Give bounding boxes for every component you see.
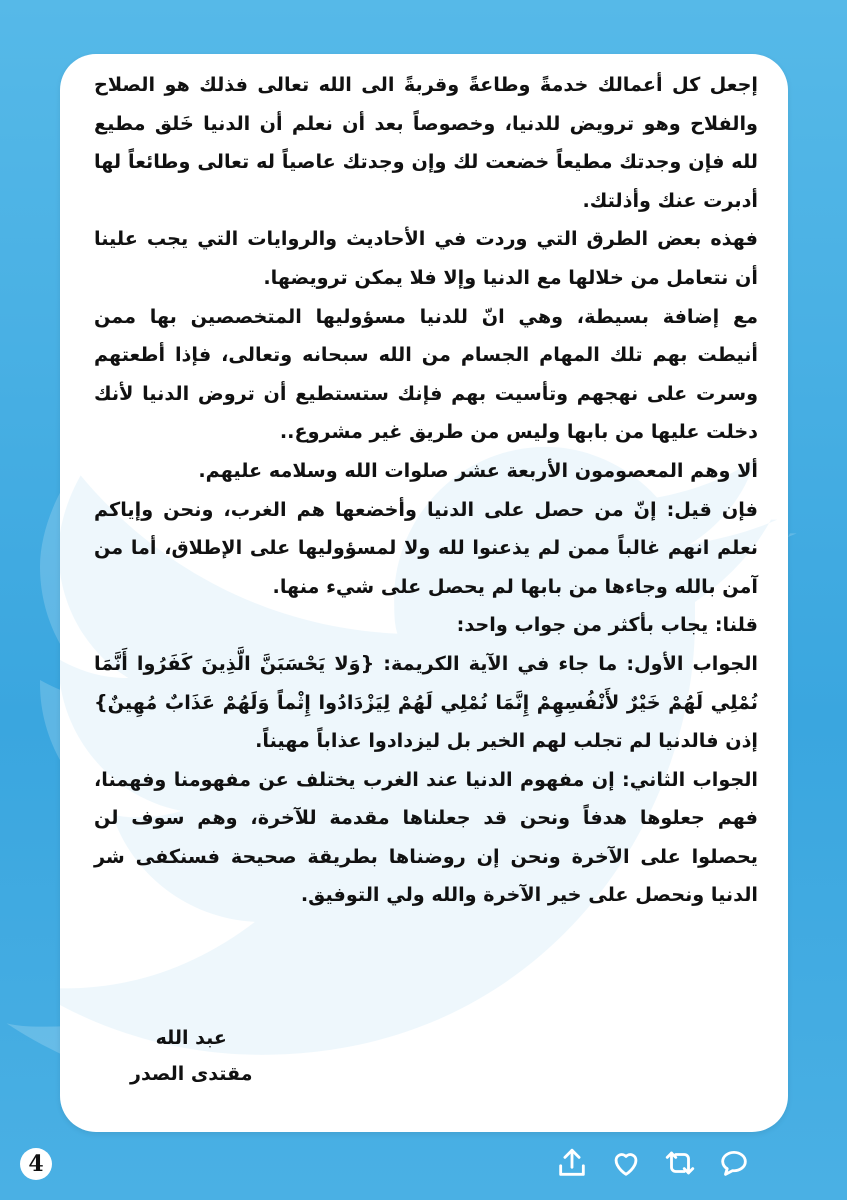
paragraph: مع إضافة بسيطة، وهي انّ للدنيا مسؤوليها المتخصصين بها ممن أنيطت بهم تلك المهام الجسام من الله سبحانه وتعالى، فإذا أطعتهم وسرت على نهجهم وتأسيت بهم فإنك ستستطيع أن تروض الدنيا لأنك دخلت عليها من بابها وليس من طريق غير مشروع..: [94, 304, 758, 444]
retweet-icon[interactable]: [663, 1146, 697, 1180]
answer-one: [94, 645, 758, 761]
post-body: [94, 66, 758, 915]
answer-one-text: ما جاء في الآية الكريمة: {وَلا يَحْسَبَنَّ الَّذِينَ كَفَرُوا أَنَّمَا نُمْلِي لَهُمْ خَيْرٌ لأَنْفُسِهِمْ إِنَّمَا نُمْلِي لَهُمْ لِيَزْدَادُوا إِثْماً وَلَهُمْ عَذَابٌ مُهِينٌ} إذن فالدنيا لم تجلب لهم الخير بل ليزدادوا عذاباً مهيناً.: [94, 651, 758, 753]
reply-icon[interactable]: [717, 1146, 751, 1180]
answer-one-label: الجواب الأول:: [626, 651, 759, 675]
paragraph: إجعل كل أعمالك خدمةً وطاعةً وقربةً الى الله تعالى فذلك هو الصلاح والفلاح وهو ترويض للدنيا، وخصوصاً بعد أن نعلم أن الدنيا خَلق مطيع لله فإن وجدتك مطيعاً خضعت لك وإن وجدتك عاصياً له تعالى وطائعاً لها أدبرت عنك وأذلتك.: [94, 73, 758, 212]
signature-line-1: عبد الله: [155, 1027, 227, 1049]
paragraph: فهذه بعض الطرق التي وردت في الأحاديث والروايات التي يجب علينا أن نتعامل من خلالها مع الدنيا وإلا فلا يمكن ترويضها.: [94, 227, 758, 289]
answer-two-text: إن مفهوم الدنيا عند الغرب يختلف عن مفهومنا وفهمنا، فهم جعلوها هدفاً ونحن قد جعلناها مقدمة للآخرة، وهم سوف لن يحصلوا على الآخرة ونحن إن روضناها بطريقة صحيحة فسنكفى شر الدنيا ونحصل على خير الآخرة والله ولي التوفيق.: [94, 767, 758, 907]
paragraph: قلنا: يجاب بأكثر من جواب واحد:: [456, 613, 758, 637]
answer-two-label: الجواب الثاني:: [622, 767, 758, 791]
heart-icon[interactable]: [609, 1146, 643, 1180]
signature-line-2: مقتدى الصدر: [130, 1063, 253, 1085]
share-icon[interactable]: [555, 1146, 589, 1180]
post-card: [60, 54, 788, 1132]
page-number: 4: [20, 1148, 52, 1180]
action-bar: [555, 1146, 751, 1180]
signature: [130, 1020, 252, 1092]
paragraph: فإن قيل: إنّ من حصل على الدنيا وأخضعها هم الغرب، ونحن وإياكم نعلم انهم غالباً ممن لم يذعنوا لله ولا لمسؤوليها على الإطلاق، أما من آمن بالله وجاءها من بابها لم يحصل على شيء منها.: [94, 497, 758, 598]
answer-two: [94, 761, 758, 915]
paragraph: ألا وهم المعصومون الأربعة عشر صلوات الله وسلامه عليهم.: [198, 458, 758, 482]
